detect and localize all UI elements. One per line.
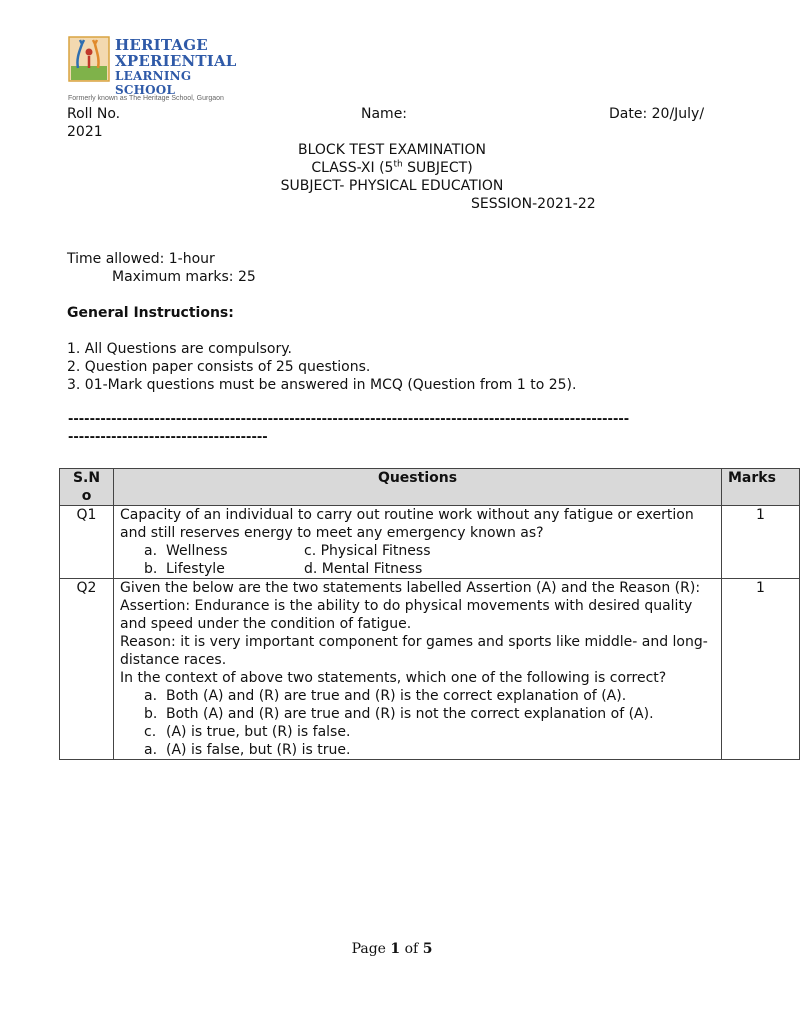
assertion-text: Assertion: Endurance is the ability to do physical movements with desired quality and speed under the condition of fatigue. [120,598,693,632]
instruction-item: 1. All Questions are compulsory. [67,341,292,357]
header-questions: Questions [114,469,722,506]
option-row [120,560,715,578]
questions-table [59,468,800,760]
class-title-sup: th [393,159,403,170]
question-cell [114,506,722,579]
school-formerly-note: Formerly known as The Heritage School, Gurgaon [68,95,224,102]
table-header-row [60,469,800,506]
page-footer [0,941,784,957]
exam-title: BLOCK TEST EXAMINATION [298,142,486,158]
name-label: Name: [361,106,408,122]
school-name-line3: LEARNING SCHOOL [115,69,192,97]
school-name-line2: XPERIENTIAL [115,52,237,70]
option-letter: c. [144,724,157,740]
instructions-heading: General Instructions: [67,305,234,321]
option-item [120,687,715,705]
class-title [0,160,784,176]
page-total: 5 [422,941,433,957]
time-allowed: Time allowed: 1-hour [67,251,215,267]
table-row [60,579,800,760]
option-text: Lifestyle [166,561,225,577]
option-row [120,542,715,560]
option-letter: a. [144,543,158,559]
question-cell [114,579,722,760]
school-logo-icon [68,36,110,84]
header-marks: Marks [722,469,800,506]
subject-title: SUBJECT- PHYSICAL EDUCATION [280,178,504,194]
option-text: Both (A) and (R) are true and (R) is not the correct explanation of (A). [166,706,654,722]
table-row [60,506,800,579]
page-word: Page [351,941,386,957]
option-text: (A) is true, but (R) is false. [166,724,351,740]
instruction-item: 3. 01-Mark questions must be answered in MCQ (Question from 1 to 25). [67,377,577,393]
option-letter: c. [304,543,317,559]
school-name-line1: HERITAGE [115,36,208,54]
question-prompt: In the context of above two statements, which one of the following is correct? [120,670,667,686]
session-title: SESSION-2021-22 [471,196,596,212]
header-sno: S.N o [60,469,114,506]
question-number: Q2 [60,579,114,760]
option-text: Wellness [166,543,228,559]
option-letter: a. [144,688,158,704]
question-text: Given the below are the two statements labelled Assertion (A) and the Reason (R): [120,580,701,596]
school-logo [68,36,248,104]
instruction-item: 2. Question paper consists of 25 questions. [67,359,371,375]
option-text: Physical Fitness [320,543,431,559]
date-label: Date: 20/July/ [609,106,705,122]
option-item [120,705,715,723]
option-text: Mental Fitness [321,561,423,577]
option-letter: a. [144,742,158,758]
roll-no-label: Roll No. [67,106,121,122]
option-letter: b. [144,561,158,577]
date-year: 2021 [67,124,103,140]
option-item [120,723,715,741]
of-word: of [404,941,419,957]
separator-line: -------------------------------------------------------------------------------------------------------- [68,412,630,427]
reason-text: Reason: it is very important component for games and sports like middle- and long-distance races. [120,634,708,668]
class-title-post: SUBJECT) [402,160,473,176]
option-letter: d. [304,561,318,577]
class-title-pre: CLASS-XI (5 [311,160,394,176]
question-text: Capacity of an individual to carry out routine work without any fatigue or exertion and still reserves energy to meet any emergency known as? [120,507,694,541]
option-letter: b. [144,706,158,722]
option-item [120,741,715,759]
marks-cell: 1 [722,579,800,760]
marks-cell: 1 [722,506,800,579]
separator-line: ------------------------------------- [68,430,268,445]
maximum-marks: Maximum marks: 25 [112,269,256,285]
option-text: Both (A) and (R) are true and (R) is the correct explanation of (A). [166,688,627,704]
option-text: (A) is false, but (R) is true. [166,742,351,758]
question-number: Q1 [60,506,114,579]
page-number: 1 [390,941,401,957]
